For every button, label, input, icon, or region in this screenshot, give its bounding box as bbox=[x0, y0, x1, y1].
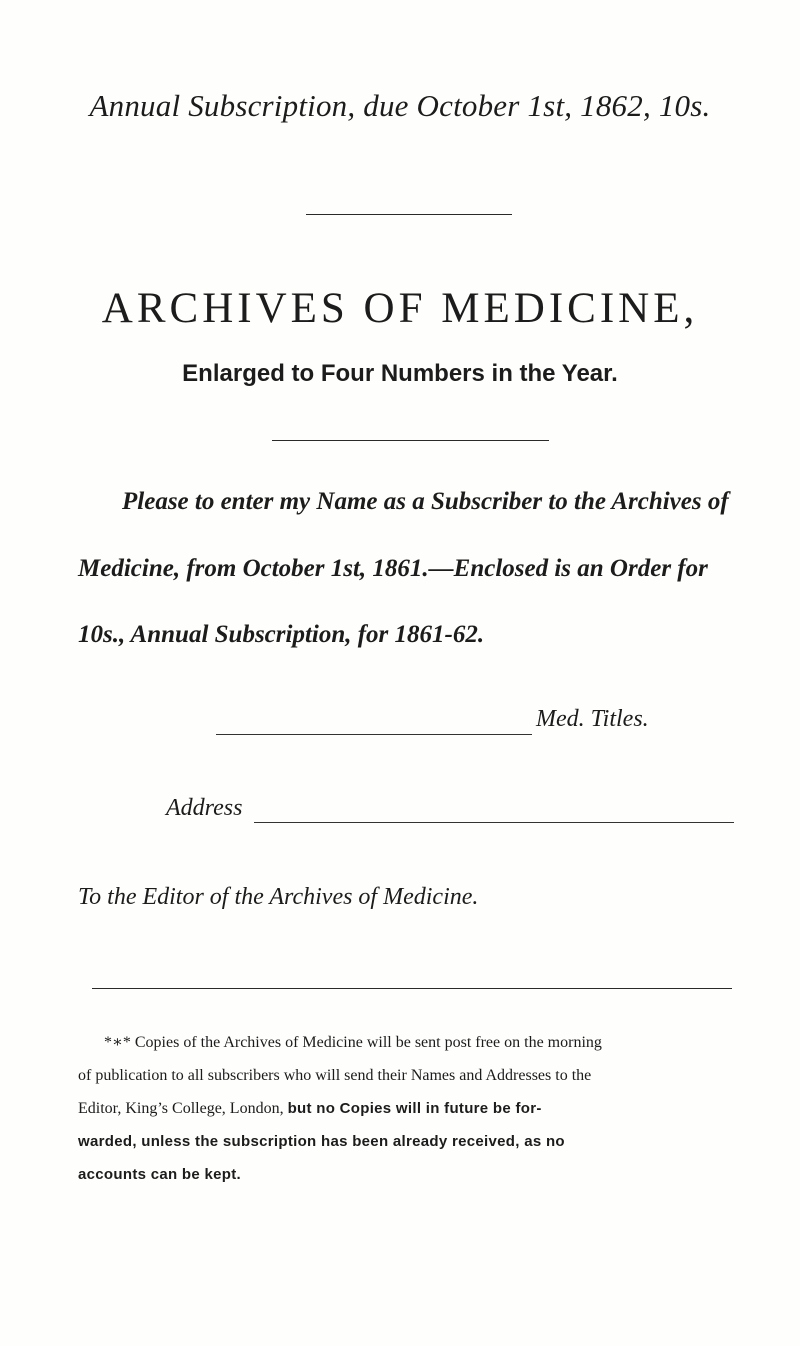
notice-line-3-regular: Editor, King’s College, London, bbox=[78, 1100, 288, 1117]
subscription-header: Annual Subscription, due October 1st, 1862, 10s. bbox=[89, 88, 711, 123]
med-titles-label: Med. Titles. bbox=[536, 706, 649, 732]
notice-line-1: *∗* Copies of the Archives of Medicine will be sent post free on the morning bbox=[104, 1034, 602, 1051]
notice-line-3 bbox=[78, 1096, 738, 1122]
notice-line-2: of publication to all subscribers who will send their Names and Addresses to the bbox=[78, 1067, 592, 1084]
divider-top bbox=[306, 214, 512, 215]
name-fill-line[interactable] bbox=[216, 734, 532, 735]
journal-title: ARCHIVES OF MEDICINE, bbox=[101, 285, 699, 332]
form-line-3: 10s., Annual Subscription, for 1861-62. bbox=[78, 621, 485, 648]
notice-line-3-bold: but no Copies will in future be for- bbox=[287, 1100, 542, 1117]
journal-subtitle: Enlarged to Four Numbers in the Year. bbox=[182, 360, 618, 387]
addressee-line: To the Editor of the Archives of Medicine. bbox=[78, 884, 479, 910]
divider-middle bbox=[272, 440, 549, 441]
notice-line-5: accounts can be kept. bbox=[78, 1166, 242, 1183]
notice-line-4: warded, unless the subscription has been already received, as no bbox=[78, 1133, 565, 1150]
form-line-1: Please to enter my Name as a Subscriber to the Archives of bbox=[122, 488, 729, 515]
form-line-2: Medicine, from October 1st, 1861.—Enclosed is an Order for bbox=[78, 555, 708, 582]
address-fill-line[interactable] bbox=[254, 822, 734, 823]
address-label: Address bbox=[166, 795, 243, 821]
divider-bottom bbox=[92, 988, 732, 989]
